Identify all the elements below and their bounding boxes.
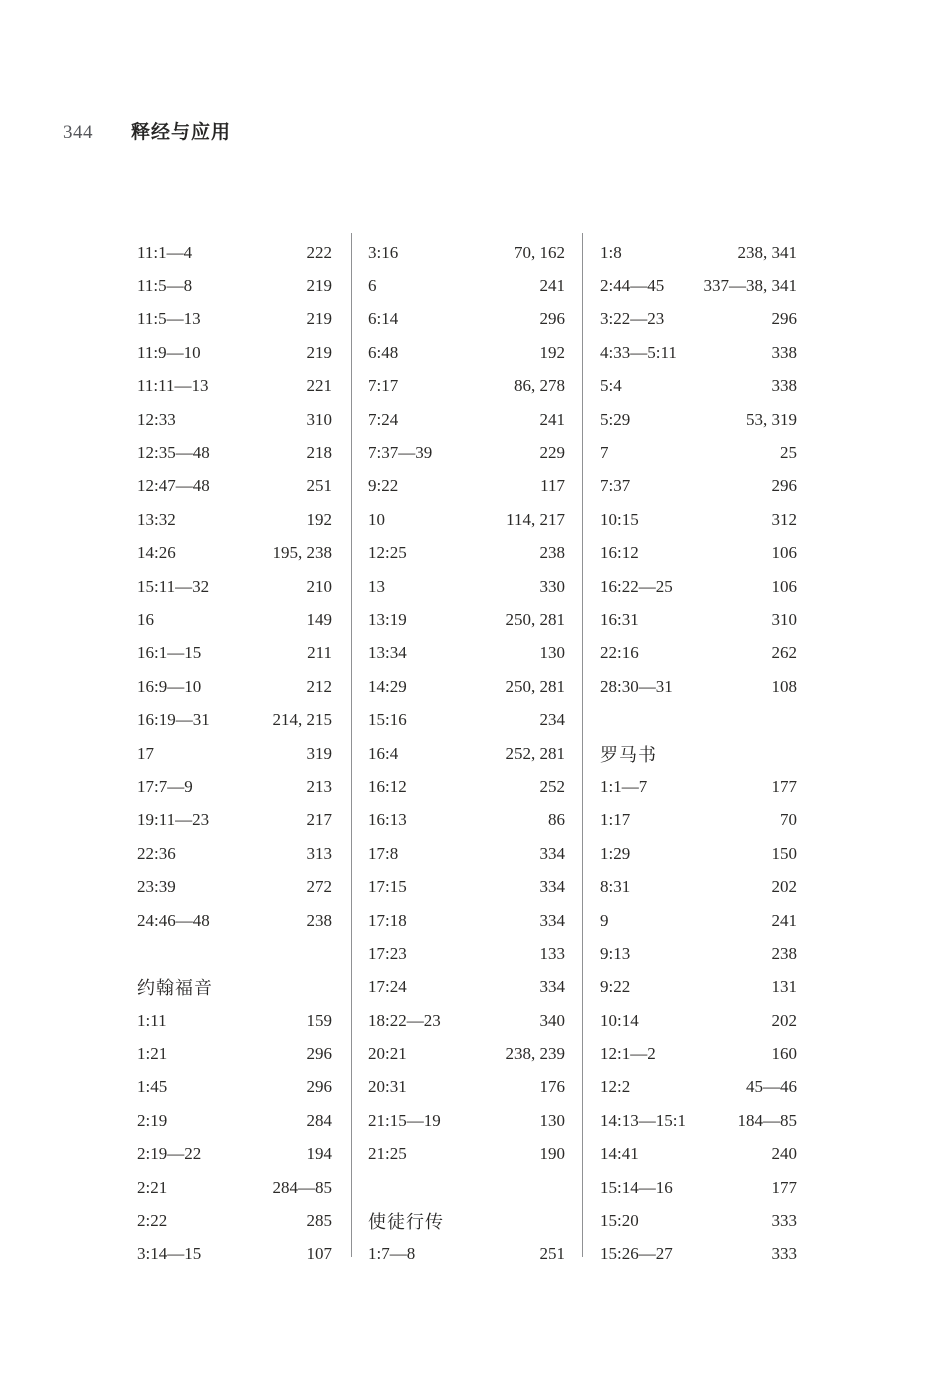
page-numbers: 25 xyxy=(780,443,797,463)
verse-reference: 10:14 xyxy=(600,1010,639,1030)
index-entry-row xyxy=(137,870,332,903)
page-numbers: 218 xyxy=(306,443,332,463)
index-entry-row xyxy=(600,804,797,837)
page-numbers: 262 xyxy=(771,643,797,663)
page-numbers: 177 xyxy=(771,776,797,796)
index-entry-row xyxy=(600,370,797,403)
index-entry-row xyxy=(368,503,565,536)
page-numbers: 241 xyxy=(771,910,797,930)
column-divider-1 xyxy=(351,233,352,1257)
index-entry-row xyxy=(368,770,565,803)
index-entry-row xyxy=(368,1238,565,1271)
page-numbers: 150 xyxy=(771,843,797,863)
index-entry-row xyxy=(137,770,332,803)
verse-reference: 5:29 xyxy=(600,409,631,429)
verse-reference: 10 xyxy=(368,509,385,529)
page-numbers: 252 xyxy=(539,776,565,796)
page-numbers: 133 xyxy=(539,943,565,963)
verse-reference: 11:5—13 xyxy=(137,309,201,329)
index-entry-row xyxy=(137,670,332,703)
index-entry-row xyxy=(600,269,797,302)
index-entry-row xyxy=(137,1037,332,1070)
verse-reference: 12:47—48 xyxy=(137,476,210,496)
page-numbers: 195, 238 xyxy=(272,543,332,563)
index-entry-row xyxy=(600,1171,797,1204)
page-numbers: 211 xyxy=(307,643,332,663)
page-numbers: 184—85 xyxy=(737,1110,797,1130)
verse-reference: 9:22 xyxy=(600,977,631,997)
spacer-row xyxy=(600,703,797,736)
index-entry-row xyxy=(368,637,565,670)
index-entry-row xyxy=(137,703,332,736)
index-entry-row xyxy=(137,403,332,436)
verse-reference: 9:13 xyxy=(600,943,631,963)
index-entry-row xyxy=(137,1104,332,1137)
verse-reference: 20:31 xyxy=(368,1077,407,1097)
page-numbers: 310 xyxy=(771,609,797,629)
index-entry-row xyxy=(368,370,565,403)
book-section-heading: 使徒行传 xyxy=(368,1212,444,1233)
verse-reference: 16:12 xyxy=(368,776,407,796)
index-column-2 xyxy=(368,236,565,1271)
index-entry-row xyxy=(368,1138,565,1171)
index-entry-row xyxy=(137,436,332,469)
page-numbers: 202 xyxy=(771,877,797,897)
page-numbers: 214, 215 xyxy=(272,710,332,730)
page-numbers: 238, 239 xyxy=(505,1044,565,1064)
index-entry-row xyxy=(368,1104,565,1137)
verse-reference: 20:21 xyxy=(368,1044,407,1064)
index-entry-row xyxy=(600,937,797,970)
verse-reference: 17 xyxy=(137,743,154,763)
verse-reference: 1:29 xyxy=(600,843,631,863)
page-numbers: 241 xyxy=(539,276,565,296)
page-numbers: 313 xyxy=(306,843,332,863)
page-numbers: 238 xyxy=(771,943,797,963)
verse-reference: 3:22—23 xyxy=(600,309,665,329)
index-entry-row xyxy=(368,703,565,736)
index-entry-row xyxy=(600,537,797,570)
page-header xyxy=(0,120,951,146)
verse-reference: 17:24 xyxy=(368,977,407,997)
index-entry-row xyxy=(137,1071,332,1104)
page-numbers: 285 xyxy=(306,1211,332,1231)
index-entry-row xyxy=(600,336,797,369)
page-numbers: 296 xyxy=(771,476,797,496)
verse-reference: 7:17 xyxy=(368,376,399,396)
verse-reference: 15:11—32 xyxy=(137,576,210,596)
index-entry-row xyxy=(368,737,565,770)
index-entry-row xyxy=(137,336,332,369)
index-entry-row xyxy=(368,670,565,703)
page-numbers: 219 xyxy=(306,276,332,296)
verse-reference: 2:22 xyxy=(137,1211,168,1231)
book-section-heading: 约翰福音 xyxy=(137,978,213,999)
page-numbers: 337—38, 341 xyxy=(703,276,797,296)
verse-reference: 12:2 xyxy=(600,1077,631,1097)
index-entry-row xyxy=(137,637,332,670)
index-entry-row xyxy=(368,1004,565,1037)
verse-reference: 12:35—48 xyxy=(137,443,210,463)
index-entry-row xyxy=(137,904,332,937)
verse-reference: 7:37 xyxy=(600,476,631,496)
verse-reference: 12:33 xyxy=(137,409,176,429)
index-column-3 xyxy=(600,236,797,1271)
page-numbers: 310 xyxy=(306,409,332,429)
index-entry-row xyxy=(137,236,332,269)
index-entry-row xyxy=(368,804,565,837)
verse-reference: 1:45 xyxy=(137,1077,168,1097)
page-numbers: 108 xyxy=(771,676,797,696)
verse-reference: 16:1—15 xyxy=(137,643,202,663)
index-entry-row xyxy=(137,537,332,570)
verse-reference: 24:46—48 xyxy=(137,910,210,930)
verse-reference: 16:9—10 xyxy=(137,676,202,696)
page-numbers: 106 xyxy=(771,543,797,563)
verse-reference: 17:18 xyxy=(368,910,407,930)
verse-reference: 1:1—7 xyxy=(600,776,648,796)
page-numbers: 319 xyxy=(306,743,332,763)
page-numbers: 86 xyxy=(548,810,565,830)
verse-reference: 14:26 xyxy=(137,543,176,563)
index-entry-row xyxy=(368,904,565,937)
verse-reference: 28:30—31 xyxy=(600,676,673,696)
index-entry-row xyxy=(368,570,565,603)
page-numbers: 238 xyxy=(539,543,565,563)
page-numbers: 177 xyxy=(771,1177,797,1197)
verse-reference: 19:11—23 xyxy=(137,810,210,830)
verse-reference: 10:15 xyxy=(600,509,639,529)
index-entry-row xyxy=(137,503,332,536)
page-numbers: 219 xyxy=(306,309,332,329)
page-numbers: 217 xyxy=(306,810,332,830)
verse-reference: 1:7—8 xyxy=(368,1244,416,1264)
verse-reference: 4:33—5:11 xyxy=(600,342,677,362)
verse-reference: 1:17 xyxy=(600,810,631,830)
page-numbers: 234 xyxy=(539,710,565,730)
column-divider-2 xyxy=(582,233,583,1257)
index-entry-row xyxy=(137,804,332,837)
index-entry-row xyxy=(600,303,797,336)
verse-reference: 2:44—45 xyxy=(600,276,665,296)
page-numbers: 117 xyxy=(540,476,565,496)
page-numbers: 284 xyxy=(306,1110,332,1130)
index-entry-row xyxy=(137,470,332,503)
verse-reference: 7 xyxy=(600,443,609,463)
verse-reference: 6 xyxy=(368,276,377,296)
verse-reference: 9 xyxy=(600,910,609,930)
verse-reference: 13 xyxy=(368,576,385,596)
verse-reference: 14:29 xyxy=(368,676,407,696)
verse-reference: 14:41 xyxy=(600,1144,639,1164)
verse-reference: 6:14 xyxy=(368,309,399,329)
verse-reference: 21:15—19 xyxy=(368,1110,441,1130)
index-entry-row xyxy=(368,303,565,336)
verse-reference: 17:8 xyxy=(368,843,399,863)
index-entry-row xyxy=(137,603,332,636)
index-entry-row xyxy=(600,1204,797,1237)
page-numbers: 240 xyxy=(771,1144,797,1164)
page-numbers: 296 xyxy=(306,1044,332,1064)
index-entry-row xyxy=(600,436,797,469)
index-entry-row xyxy=(368,470,565,503)
index-entry-row xyxy=(600,1071,797,1104)
verse-reference: 7:24 xyxy=(368,409,399,429)
page-numbers: 222 xyxy=(306,242,332,262)
page-numbers: 221 xyxy=(306,376,332,396)
verse-reference: 18:22—23 xyxy=(368,1010,441,1030)
index-entry-row xyxy=(368,870,565,903)
index-entry-row xyxy=(137,269,332,302)
page-numbers: 160 xyxy=(771,1044,797,1064)
verse-reference: 16:19—31 xyxy=(137,710,210,730)
verse-reference: 7:37—39 xyxy=(368,443,433,463)
index-entry-row xyxy=(368,269,565,302)
verse-reference: 16:31 xyxy=(600,609,639,629)
verse-reference: 1:8 xyxy=(600,242,622,262)
verse-reference: 1:21 xyxy=(137,1044,168,1064)
verse-reference: 13:32 xyxy=(137,509,176,529)
verse-reference: 21:25 xyxy=(368,1144,407,1164)
verse-reference: 22:16 xyxy=(600,643,639,663)
verse-reference: 16:22—25 xyxy=(600,576,673,596)
verse-reference: 22:36 xyxy=(137,843,176,863)
index-entry-row xyxy=(600,570,797,603)
page-numbers: 284—85 xyxy=(272,1177,332,1197)
verse-reference: 15:14—16 xyxy=(600,1177,673,1197)
page-numbers: 213 xyxy=(306,776,332,796)
index-entry-row xyxy=(600,470,797,503)
page-numbers: 312 xyxy=(771,509,797,529)
index-entry-row xyxy=(600,837,797,870)
page-number: 344 xyxy=(63,122,93,143)
verse-reference: 2:19 xyxy=(137,1110,168,1130)
index-entry-row xyxy=(137,303,332,336)
page-numbers: 241 xyxy=(539,409,565,429)
index-entry-row xyxy=(600,1138,797,1171)
verse-reference: 8:31 xyxy=(600,877,631,897)
page-numbers: 250, 281 xyxy=(505,609,565,629)
page-numbers: 333 xyxy=(771,1244,797,1264)
index-entry-row xyxy=(600,1104,797,1137)
index-entry-row xyxy=(600,670,797,703)
index-entry-row xyxy=(600,971,797,1004)
index-entry-row xyxy=(137,1238,332,1271)
verse-reference: 23:39 xyxy=(137,877,176,897)
index-entry-row xyxy=(368,1037,565,1070)
index-entry-row xyxy=(368,236,565,269)
page-numbers: 333 xyxy=(771,1211,797,1231)
page-numbers: 114, 217 xyxy=(506,509,565,529)
index-entry-row xyxy=(600,503,797,536)
page-numbers: 334 xyxy=(539,910,565,930)
verse-reference: 14:13—15:1 xyxy=(600,1110,686,1130)
index-entry-row xyxy=(137,1171,332,1204)
index-entry-row xyxy=(368,837,565,870)
index-entry-row xyxy=(600,1004,797,1037)
index-entry-row xyxy=(368,603,565,636)
verse-reference: 12:1—2 xyxy=(600,1044,656,1064)
index-entry-row xyxy=(600,1037,797,1070)
index-entry-row xyxy=(600,637,797,670)
page-numbers: 229 xyxy=(539,443,565,463)
index-entry-row xyxy=(137,1138,332,1171)
page-numbers: 334 xyxy=(539,877,565,897)
verse-reference: 17:15 xyxy=(368,877,407,897)
page-numbers: 130 xyxy=(539,1110,565,1130)
index-column-1 xyxy=(137,236,332,1271)
index-entry-row xyxy=(600,770,797,803)
index-entry-row xyxy=(368,436,565,469)
index-entry-row xyxy=(600,236,797,269)
page-numbers: 106 xyxy=(771,576,797,596)
verse-reference: 9:22 xyxy=(368,476,399,496)
page-numbers: 251 xyxy=(539,1244,565,1264)
page-numbers: 45—46 xyxy=(746,1077,797,1097)
page-numbers: 219 xyxy=(306,342,332,362)
index-entry-row xyxy=(137,370,332,403)
page-numbers: 296 xyxy=(306,1077,332,1097)
page-numbers: 194 xyxy=(306,1144,332,1164)
index-entry-row xyxy=(137,1204,332,1237)
index-entry-row xyxy=(137,570,332,603)
index-entry-row xyxy=(368,403,565,436)
index-entry-row xyxy=(600,603,797,636)
verse-reference: 16:13 xyxy=(368,810,407,830)
page-numbers: 212 xyxy=(306,676,332,696)
index-entry-row xyxy=(600,403,797,436)
page-numbers: 334 xyxy=(539,977,565,997)
verse-reference: 15:20 xyxy=(600,1211,639,1231)
page-numbers: 238, 341 xyxy=(737,242,797,262)
verse-reference: 2:21 xyxy=(137,1177,168,1197)
verse-reference: 13:19 xyxy=(368,609,407,629)
index-entry-row xyxy=(600,870,797,903)
page-numbers: 149 xyxy=(306,609,332,629)
verse-reference: 11:5—8 xyxy=(137,276,193,296)
verse-reference: 13:34 xyxy=(368,643,407,663)
running-title: 释经与应用 xyxy=(131,122,232,143)
verse-reference: 17:7—9 xyxy=(137,776,193,796)
verse-reference: 12:25 xyxy=(368,543,407,563)
verse-reference: 16:12 xyxy=(600,543,639,563)
index-entry-row xyxy=(600,1238,797,1271)
verse-reference: 1:11 xyxy=(137,1010,167,1030)
page-numbers: 330 xyxy=(539,576,565,596)
verse-reference: 16:4 xyxy=(368,743,399,763)
verse-reference: 3:16 xyxy=(368,242,399,262)
page-numbers: 296 xyxy=(771,309,797,329)
verse-reference: 16 xyxy=(137,609,154,629)
page-numbers: 338 xyxy=(771,376,797,396)
page-numbers: 272 xyxy=(306,877,332,897)
page-numbers: 192 xyxy=(306,509,332,529)
verse-reference: 5:4 xyxy=(600,376,622,396)
verse-reference: 11:9—10 xyxy=(137,342,201,362)
verse-reference: 15:26—27 xyxy=(600,1244,673,1264)
verse-reference: 6:48 xyxy=(368,342,399,362)
page-numbers: 251 xyxy=(306,476,332,496)
index-entry-row xyxy=(137,837,332,870)
page-numbers: 296 xyxy=(539,309,565,329)
page-numbers: 192 xyxy=(539,342,565,362)
page-numbers: 210 xyxy=(306,576,332,596)
index-entry-row xyxy=(368,537,565,570)
page-numbers: 130 xyxy=(539,643,565,663)
index-entry-row xyxy=(368,1071,565,1104)
page-numbers: 70 xyxy=(780,810,797,830)
page-numbers: 338 xyxy=(771,342,797,362)
verse-reference: 15:16 xyxy=(368,710,407,730)
index-entry-row xyxy=(600,904,797,937)
page-numbers: 334 xyxy=(539,843,565,863)
page-numbers: 70, 162 xyxy=(514,242,565,262)
page-numbers: 250, 281 xyxy=(505,676,565,696)
verse-reference: 11:11—13 xyxy=(137,376,209,396)
spacer-row xyxy=(137,937,332,970)
verse-reference: 17:23 xyxy=(368,943,407,963)
page-numbers: 238 xyxy=(306,910,332,930)
page-numbers: 159 xyxy=(306,1010,332,1030)
book-section-heading: 罗马书 xyxy=(600,744,657,765)
page-numbers: 131 xyxy=(771,977,797,997)
index-entry-row xyxy=(368,971,565,1004)
page-numbers: 53, 319 xyxy=(746,409,797,429)
page-numbers: 252, 281 xyxy=(505,743,565,763)
page-numbers: 86, 278 xyxy=(514,376,565,396)
index-entry-row xyxy=(137,1004,332,1037)
page-numbers: 340 xyxy=(539,1010,565,1030)
verse-reference: 2:19—22 xyxy=(137,1144,202,1164)
page-numbers: 107 xyxy=(306,1244,332,1264)
page-numbers: 202 xyxy=(771,1010,797,1030)
page-numbers: 176 xyxy=(539,1077,565,1097)
verse-reference: 3:14—15 xyxy=(137,1244,202,1264)
spacer-row xyxy=(368,1171,565,1204)
index-entry-row xyxy=(368,336,565,369)
index-entry-row xyxy=(368,937,565,970)
page-numbers: 190 xyxy=(539,1144,565,1164)
index-entry-row xyxy=(137,737,332,770)
verse-reference: 11:1—4 xyxy=(137,242,193,262)
